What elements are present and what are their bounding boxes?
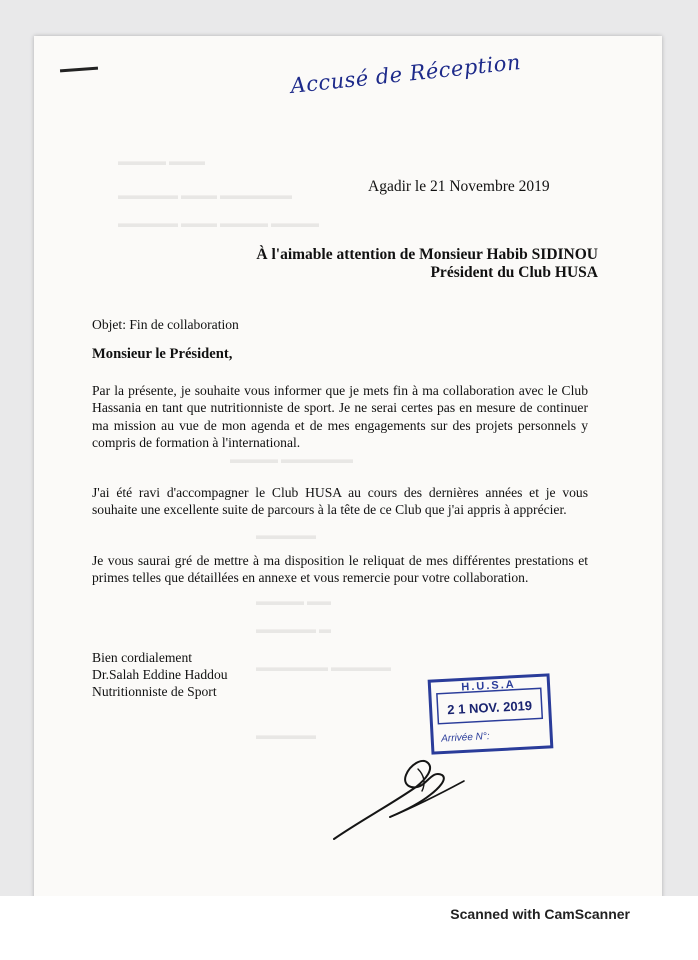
stamp-org: H.U.S.A (461, 678, 516, 694)
letter-salutation: Monsieur le Président, (92, 346, 233, 362)
letter-date: Agadir le 21 Novembre 2019 (368, 178, 550, 195)
handwritten-signature (330, 755, 470, 850)
recipient-line-2: Président du Club HUSA (430, 264, 598, 281)
body-paragraph-2: J'ai été ravi d'accompagner le Club HUSA au cours des dernières années et je vous souhaite une excellente suite de parcours à la tête de ce Club que j'ai appris à apprécier. (92, 485, 588, 518)
bleed-through-text: ▬▬▬▬ ▬▬▬▬▬▬ (230, 452, 353, 466)
bleed-through-text: ▬▬▬▬▬ (256, 728, 316, 742)
signer-title: Nutritionniste de Sport (92, 684, 217, 699)
bleed-through-text: ▬▬▬▬▬ ▬▬▬ ▬▬▬▬▬▬ (118, 188, 292, 202)
bleed-through-text: ▬▬▬▬ ▬▬ (256, 594, 331, 608)
stamp-date: 2 1 NOV. 2019 (446, 697, 533, 718)
bleed-through-text: ▬▬▬▬▬ (256, 528, 316, 542)
recipient-line-1: À l'aimable attention de Monsieur Habib SIDINOU (256, 246, 598, 263)
camscanner-watermark: Scanned with CamScanner (450, 906, 630, 922)
bleed-through-text: ▬▬▬▬▬▬ ▬▬▬▬▬ (256, 660, 391, 674)
signer-name: Dr.Salah Eddine Haddou (92, 667, 228, 682)
signature-graphic (330, 755, 470, 845)
stamp-arrival-label: Arrivée N°: (440, 731, 490, 745)
body-paragraph-1: Par la présente, je souhaite vous informer que je mets fin à ma collaboration avec le Club Hassania en tant que nutritionniste de sport. Je ne serai certes pas en mesure de continuer ma mission au vue de mon agenda et de mes engagements sur des projets personnels y compris de formation à l'international. (92, 383, 588, 451)
stamp-graphic (426, 672, 555, 756)
bleed-through-text: ▬▬▬▬ ▬▬▬ (118, 154, 205, 168)
bleed-through-text: ▬▬▬▬▬ ▬▬▬ ▬▬▬▬ ▬▬▬▬ (118, 216, 319, 230)
closing-line: Bien cordialement (92, 650, 193, 665)
reception-stamp (426, 672, 555, 756)
bleed-through-text: ▬▬▬▬▬ ▬ (256, 622, 331, 636)
body-paragraph-3: Je vous saurai gré de mettre à ma disposition le reliquat de mes différentes prestations et primes telles que détaillées en annexe et vous remercie pour votre collaboration. (92, 553, 588, 586)
letter-subject: Objet: Fin de collaboration (92, 317, 239, 332)
handwritten-receipt-note: Accusé de Réception (289, 49, 522, 99)
